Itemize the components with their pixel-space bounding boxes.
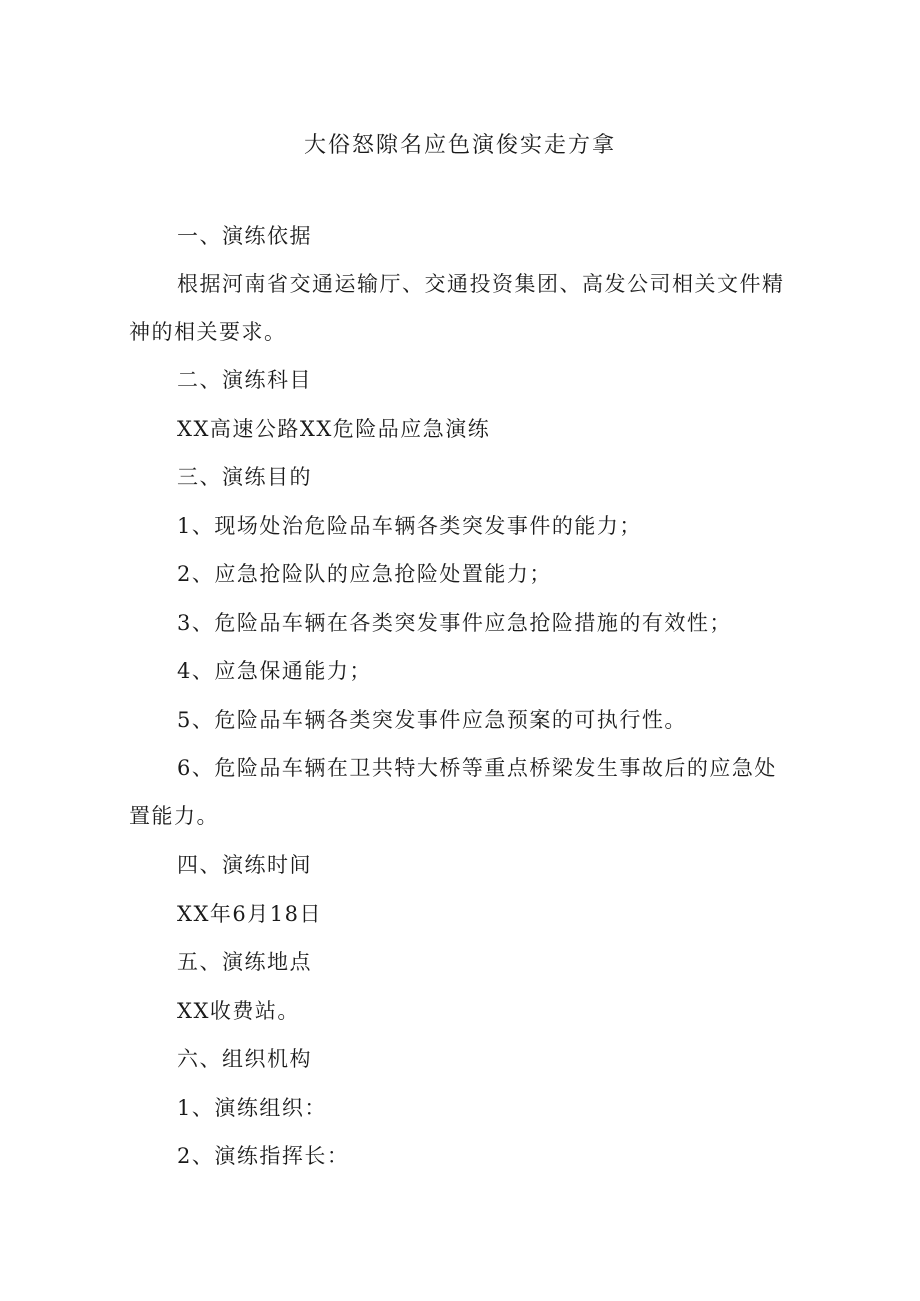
paragraph-location-text: XX收费站。	[177, 999, 300, 1023]
document-title: 大俗怒隙名应色演俊实走方拿	[303, 133, 616, 158]
section-heading-location: 五、演练地点	[177, 950, 312, 974]
section-heading-subject: 二、演练科目	[177, 368, 312, 392]
list-item-purpose-6: 6、危险品车辆在卫共特大桥等重点桥梁发生事故后的应急处置能力。	[129, 756, 777, 828]
section-heading-time: 四、演练时间	[177, 853, 312, 877]
list-item-purpose-4: 4、应急保通能力；	[177, 659, 372, 683]
list-item-purpose-3: 3、危险品车辆在各类突发事件应急抢险措施的有效性；	[177, 611, 732, 635]
paragraph-time-text: XX年6月18日	[177, 902, 322, 926]
list-item-purpose-1: 1、现场处治危险品车辆各类突发事件的能力；	[177, 514, 642, 538]
paragraph-subject-text: XX高速公路XX危险品应急演练	[177, 417, 491, 441]
section-heading-organization: 六、组织机构	[177, 1047, 312, 1071]
list-item-organization-1: 1、演练组织：	[177, 1096, 327, 1120]
paragraph-basis-text: 根据河南省交通运输厅、交通投资集团、高发公司相关文件精神的相关要求。	[129, 272, 785, 344]
list-item-purpose-2: 2、应急抢险队的应急抢险处置能力；	[177, 562, 552, 586]
list-item-purpose-5: 5、危险品车辆各类突发事件应急预案的可执行性。	[177, 708, 687, 732]
list-item-organization-2: 2、演练指挥长：	[177, 1144, 350, 1168]
section-heading-purpose: 三、演练目的	[177, 465, 312, 489]
section-heading-basis: 一、演练依据	[177, 224, 312, 248]
